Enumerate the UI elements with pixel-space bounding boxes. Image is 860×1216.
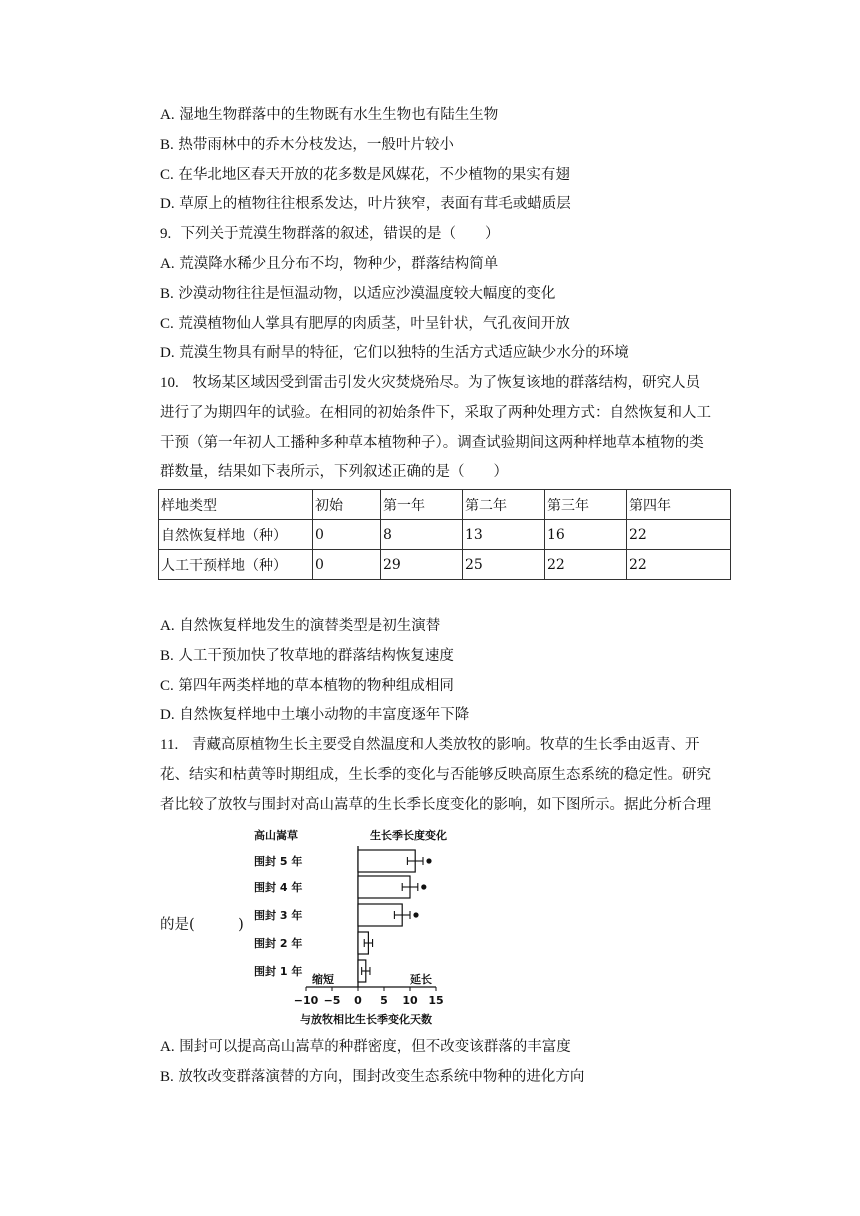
table-cell: 29 [381, 550, 463, 580]
q8-option-d: D. 草原上的植物往往根系发达，叶片狭窄，表面有茸毛或蜡质层 [160, 196, 571, 212]
q9-option-b: B. 沙漠动物往往是恒温动物，以适应沙漠温度较大幅度的变化 [160, 286, 556, 302]
chart-category-label: 围封 2 年 [254, 937, 303, 950]
q11-stem-line-3: 者比较了放牧与围封对高山嵩草的生长季长度变化的影响，如下图所示。据此分析合理 [160, 797, 711, 813]
chart-category-label: 围封 4 年 [254, 881, 303, 894]
chart-xlabel: 与放牧相比生长季变化天数 [300, 1013, 432, 1026]
chart-category-label: 围封 5 年 [254, 855, 303, 868]
chart-bar [358, 850, 415, 872]
chart-significance-dot [421, 884, 426, 889]
q9-option-c: C. 荒漠植物仙人掌具有肥厚的肉质茎，叶呈针状，气孔夜间开放 [160, 316, 570, 332]
q10-option-a: A. 自然恢复样地发生的演替类型是初生演替 [160, 618, 441, 634]
q11-stem-tail: 的是( ) [160, 917, 244, 933]
table-row [159, 550, 731, 580]
q10-stem-line-3: 干预（第一年初人工播种多种草本植物种子）。调查试验期间这两种样地草本植物的类 [160, 435, 704, 451]
q10-option-b: B. 人工干预加快了牧草地的群落结构恢复速度 [160, 648, 454, 664]
table-header-cell: 第一年 [381, 490, 463, 520]
chart-x-tick-label: −10 [293, 994, 319, 1007]
q8-option-c: C. 在华北地区春天开放的花多数是风媒花，不少植物的果实有翅 [160, 167, 570, 183]
table-cell: 16 [545, 520, 627, 550]
q10-option-d: D. 自然恢复样地中土壤小动物的丰富度逐年下降 [160, 707, 470, 723]
q11-option-b: B. 放牧改变群落演替的方向，围封改变生态系统中物种的进化方向 [160, 1069, 585, 1085]
chart-right-annotation: 延长 [410, 973, 432, 986]
chart-ylabel: 高山嵩草 [254, 829, 298, 842]
table-cell: 8 [381, 520, 463, 550]
chart-category-label: 围封 3 年 [254, 909, 303, 922]
table-cell: 22 [627, 520, 731, 550]
q11-option-a: A. 围封可以提高高山嵩草的种群密度，但不改变该群落的丰富度 [160, 1039, 571, 1055]
q9-option-a: A. 荒漠降水稀少且分布不均，物种少，群落结构简单 [160, 256, 499, 272]
chart-x-tick-label: 0 [354, 994, 362, 1007]
chart-category-label: 围封 1 年 [254, 965, 303, 978]
q10-option-c: C. 第四年两类样地的草本植物的物种组成相同 [160, 678, 454, 694]
table-cell: 22 [627, 550, 731, 580]
table-header-cell: 初始 [313, 490, 381, 520]
q11-stem-line-1: 11. 青藏高原植物生长主要受自然温度和人类放牧的影响。牧草的生长季由返青、开 [160, 737, 700, 753]
table-cell: 0 [313, 520, 381, 550]
q8-option-a: A. 湿地生物群落中的生物既有水生生物也有陆生生物 [160, 107, 499, 123]
chart-x-tick-label: 10 [402, 994, 418, 1007]
q10-stem-line-4: 群数量，结果如下表所示，下列叙述正确的是（ ） [160, 464, 508, 480]
q9-option-d: D. 荒漠生物具有耐旱的特征，它们以独特的生活方式适应缺少水分的环境 [160, 345, 629, 361]
q10-data-table [158, 489, 731, 580]
table-row [159, 520, 731, 550]
table-cell: 自然恢复样地（种） [159, 520, 313, 550]
chart-x-tick-label: −5 [323, 994, 341, 1007]
chart-significance-dot [426, 858, 431, 863]
table-cell: 13 [463, 520, 545, 550]
table-header-cell: 第二年 [463, 490, 545, 520]
chart-x-tick-label: 5 [380, 994, 388, 1007]
chart-title: 生长季长度变化 [370, 829, 447, 842]
growth-season-chart [250, 824, 510, 1030]
table-header-cell: 第四年 [627, 490, 731, 520]
table-header-cell: 第三年 [545, 490, 627, 520]
table-cell: 22 [545, 550, 627, 580]
q10-stem-line-1: 10. 牧场某区域因受到雷击引发火灾焚烧殆尽。为了恢复该地的群落结构，研究人员 [160, 375, 701, 391]
table-header-row [159, 490, 731, 520]
table-header-cell: 样地类型 [159, 490, 313, 520]
table-cell: 人工干预样地（种） [159, 550, 313, 580]
table-cell: 25 [463, 550, 545, 580]
q10-stem-line-2: 进行了为期四年的试验。在相同的初始条件下，采取了两种处理方式：自然恢复和人工 [160, 405, 711, 421]
table-cell: 0 [313, 550, 381, 580]
chart-left-annotation: 缩短 [312, 973, 334, 986]
q9-stem: 9. 下列关于荒漠生物群落的叙述，错误的是（ ） [160, 226, 500, 242]
q11-stem-line-2: 花、结实和枯黄等时期组成，生长季的变化与否能够反映高原生态系统的稳定性。研究 [160, 767, 711, 783]
chart-x-tick-label: 15 [428, 994, 444, 1007]
chart-significance-dot [413, 912, 418, 917]
q8-option-b: B. 热带雨林中的乔木分枝发达，一般叶片较小 [160, 137, 454, 153]
